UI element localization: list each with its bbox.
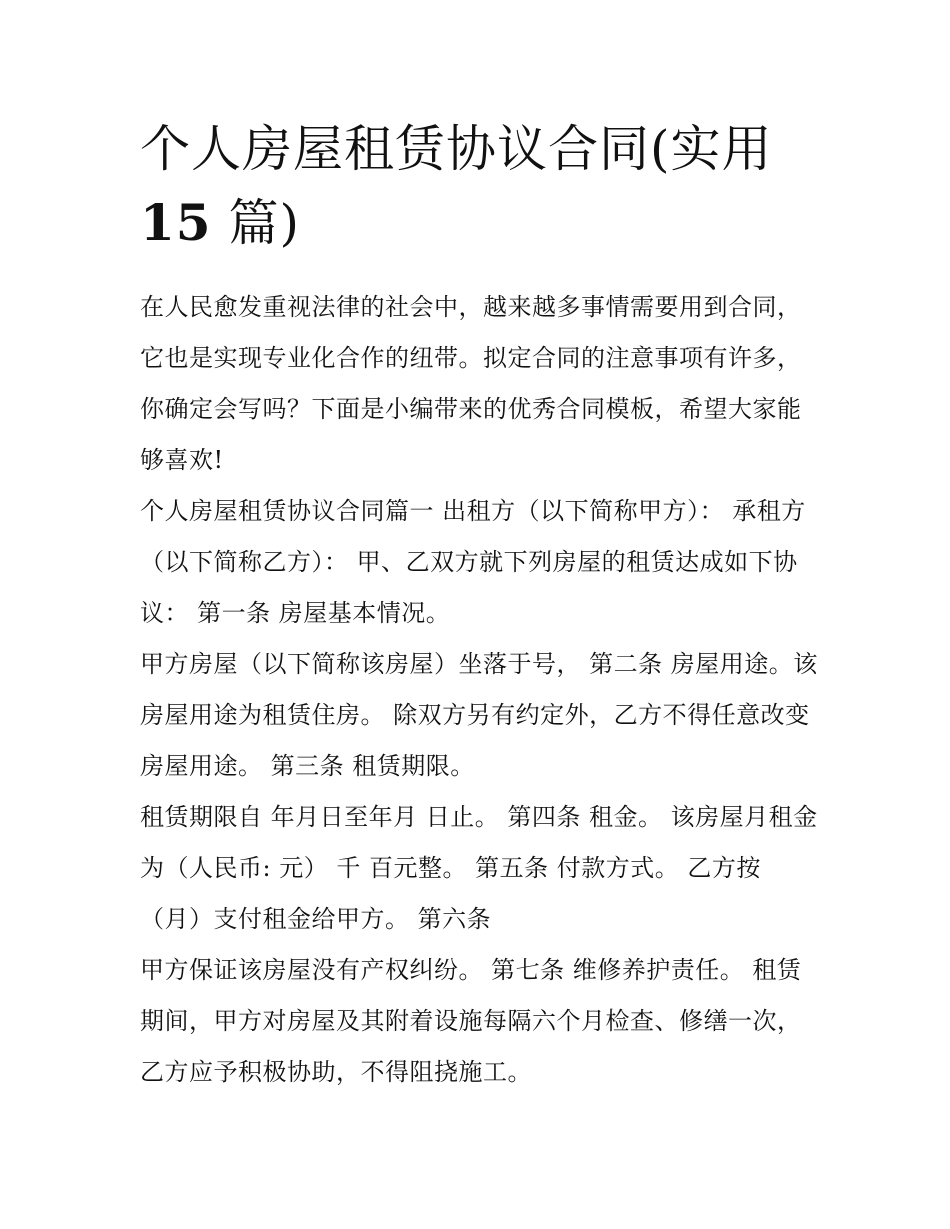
document-body	[140, 282, 820, 1098]
paragraph-parties: 个人房屋租赁协议合同篇一 出租方（以下简称甲方）： 承租方（以下简称乙方）： 甲、乙双方就下列房屋的租赁达成如下协议： 第一条 房屋基本情况。	[140, 497, 806, 627]
paragraph-intro: 在人民愈发重视法律的社会中，越来越多事情需要用到合同，它也是实现专业化合作的纽带。拟定合同的注意事项有许多，你确定会写吗？下面是小编带来的优秀合同模板，希望大家能够喜欢!	[140, 293, 802, 474]
paragraph-location-use: 甲方房屋（以下简称该房屋）坐落于号， 第二条 房屋用途。该房屋用途为租赁住房。 除双方另有约定外，乙方不得任意改变房屋用途。 第三条 租赁期限。	[140, 650, 818, 780]
paragraph-maintenance: 甲方保证该房屋没有产权纠纷。 第七条 维修养护责任。 租赁期间，甲方对房屋及其附着设施每隔六个月检查、修缮一次，乙方应予积极协助，不得阻挠施工。	[140, 956, 802, 1086]
title-line-2: 篇)	[211, 194, 300, 252]
paragraph-term-rent: 租赁期限自 年月日至年月 日止。 第四条 租金。 该房屋月租金为（人民币: 元） 千 百元整。 第五条 付款方式。 乙方按（月）支付租金给甲方。 第六条	[140, 803, 818, 933]
title-line-1: 个人房屋租赁协议合同(实用	[140, 120, 773, 178]
document-title	[140, 112, 820, 260]
document-page	[140, 112, 820, 1098]
title-number: 15	[140, 193, 212, 252]
